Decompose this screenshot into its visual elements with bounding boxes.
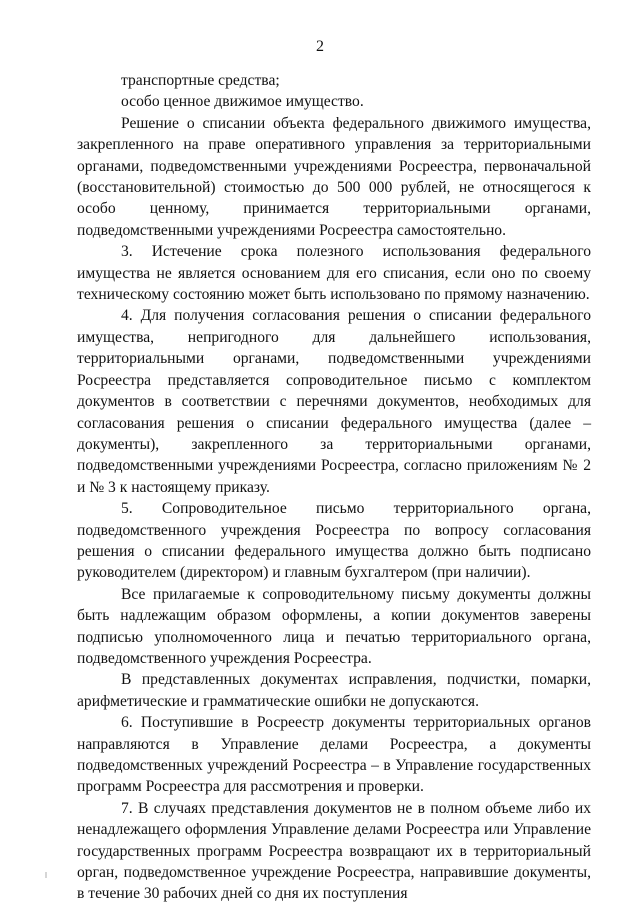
paragraph-item-3: 3. Истечение срока полезного использования федерального имущества не является основанием для его списания, если оно по своему техническому состоянию может быть использовано по прямому назначению. xyxy=(77,243,591,304)
paragraph-item-5: 5. Сопроводительное письмо территориального органа, подведомственного учреждения Росреестра по вопросу согласования решения о списании федерального имущества должно быть подписано руководителем (директором) и главным бухгалтером (при наличии). xyxy=(77,500,591,582)
paragraph-valuable-property: особо ценное движимое имущество. xyxy=(121,93,364,111)
scan-artifact xyxy=(45,872,47,878)
paragraph-no-errors: В представленных документах исправления, подчистки, помарки, арифметические и грамматические ошибки не допускаются. xyxy=(77,671,591,710)
paragraph-item-7: 7. В случаях представления документов не в полном объеме либо их ненадлежащего оформления Управление делами Росреестра или Управление государственных программ Росреестра возвращают их в территориальный орган, подведомственное учреждение Росреестра, направившие документы, в течение 30 рабочих дней со дня их поступления xyxy=(77,799,591,903)
paragraph-item-4: 4. Для получения согласования решения о списании федерального имущества, непригодного для дальнейшего использования, территориальными органами, подведомственными учреждениями Росреестра представляется сопроводительное письмо с комплектом документов в соответствии с перечнями документов, необходимых для согласования решения о списании федерального имущества (далее – документы), закрепленного за территориальными органами, подведомственными учреждениями Росреестра, согласно приложениям № 2 и № 3 к настоящему приказу. xyxy=(77,307,591,496)
page-number: 2 xyxy=(316,38,324,55)
paragraph-transport: транспортные средства; xyxy=(121,72,280,89)
paragraph-write-off-decision: Решение о списании объекта федерального движимого имущества, закрепленного на праве оперативного управления за территориальными органами, подведомственными учреждениями Росреестра, первоначальной (восстановительной) стоимостью до 500 000 рублей, не относящегося к особо ценному, принимается территориальными органами, подведомственными учреждениями Росреестра самостоятельно. xyxy=(77,114,591,239)
paragraph-attached-documents: Все прилагаемые к сопроводительному письму документы должны быть надлежащим образом оформлены, а копии документов заверены подписью уполномоченного лица и печатью территориального органа, подведомственного учреждения Росреестра. xyxy=(77,585,591,667)
document-body xyxy=(77,70,591,905)
paragraph-item-6: 6. Поступившие в Росреестр документы территориальных органов направляются в Управление делами Росреестра, а документы подведомственных учреждений Росреестра – в Управление государственных программ Росреестра для рассмотрения и проверки. xyxy=(77,714,591,796)
